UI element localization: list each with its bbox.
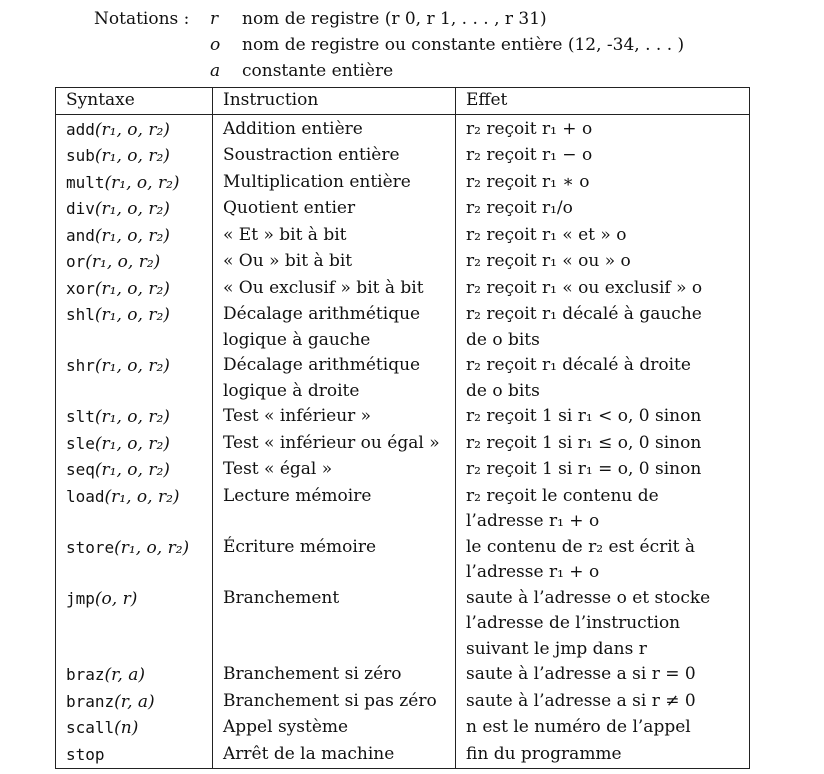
syntax-cell [56,302,213,353]
opcode: shr [66,356,95,375]
effect-cell: n est le numéro de l’appel [466,717,691,737]
syntax-cell [56,249,213,276]
table-row [56,457,750,484]
syntax-cell [56,484,213,535]
table-header-row [56,88,750,115]
effect-cell: r₂ reçoit r₁ décalé à gauche de o bits [466,304,702,350]
instruction-cell: Branchement si zéro [213,662,456,689]
instruction-cell: Branchement [213,586,456,663]
effect-cell: fin du programme [466,743,622,764]
notation-description: constante entière [242,61,394,81]
opcode: stop [66,744,105,764]
syntax-cell [56,223,213,250]
operands: (r₁, o, r₂) [94,433,170,454]
syntax-cell [56,535,213,586]
effect-cell: r₂ reçoit r₁ « ou » o [466,251,631,271]
instruction-cell: Branchement si pas zéro [213,689,456,716]
table-body [56,114,750,769]
opcode: xor [66,278,95,298]
operands: (r₁, o, r₂) [94,278,170,299]
operands: (n) [114,718,139,738]
operands: (r₁, o, r₂) [114,537,190,558]
table-row [56,689,750,716]
notation-symbol: r [210,9,219,29]
operands: (r, a) [114,691,155,712]
opcode: seq [66,460,95,479]
table-row [56,114,750,143]
opcode: add [66,119,95,139]
operands: (r₁, o, r₂) [94,407,170,427]
table-row [56,586,750,663]
opcode: jmp [66,588,95,608]
operands: (r₁, o, r₂) [94,199,170,219]
effect-cell: r₂ reçoit r₁ décalé à droite de o bits [466,355,691,401]
syntax-cell [56,143,213,170]
notation-description: nom de registre ou constante entière (12, -34, . . . ) [242,35,685,55]
instruction-cell: Soustraction entière [213,143,456,170]
operands: (r₁, o, r₂) [85,252,161,272]
table-row [56,353,750,404]
effect-cell: saute à l’adresse a si r ≠ 0 [466,690,696,711]
notation-row [94,58,684,84]
syntax-cell [56,431,213,458]
syntax-cell [56,715,213,742]
notation-description: nom de registre (r 0, r 1, . . . , r 31) [242,9,547,29]
instruction-cell: « Et » bit à bit [213,223,456,250]
effect-cell: r₂ reçoit 1 si r₁ < o, 0 sinon [466,406,702,426]
effect-cell: r₂ reçoit r₁ « ou exclusif » o [466,277,703,298]
instruction-cell: Multiplication entière [213,170,456,197]
header-syntax: Syntaxe [56,88,213,115]
syntax-cell [56,404,213,431]
effect-cell: saute à l’adresse o et stocke l’adresse de l’instruction suivant le jmp dans r [466,587,711,659]
operands: (r₁, o, r₂) [94,119,170,140]
table-row [56,715,750,742]
effect-cell: r₂ reçoit 1 si r₁ ≤ o, 0 sinon [466,432,702,453]
effect-cell: le contenu de r₂ est écrit à l’adresse r₁ + o [466,536,696,582]
effect-cell: r₂ reçoit r₁ − o [466,145,593,165]
opcode: branz [66,691,115,711]
operands: (r₁, o, r₂) [94,356,170,376]
table-row [56,302,750,353]
instruction-cell: « Ou » bit à bit [213,249,456,276]
effect-cell: r₂ reçoit 1 si r₁ = o, 0 sinon [466,459,702,479]
notation-row [94,6,684,32]
operands: (r, a) [104,665,145,685]
effect-cell: r₂ reçoit le contenu de l’adresse r₁ + o [466,485,659,531]
opcode: slt [66,407,95,426]
opcode: braz [66,665,105,684]
instruction-cell: « Ou exclusif » bit à bit [213,276,456,303]
syntax-cell [56,276,213,303]
instruction-table [55,87,750,769]
instruction-cell: Test « inférieur ou égal » [213,431,456,458]
instruction-cell: Décalage arithmétique logique à droite [213,353,456,404]
operands: (r₁, o, r₂) [94,305,170,325]
operands: (o, r) [94,588,138,609]
syntax-cell [56,353,213,404]
effect-cell: r₂ reçoit r₁/o [466,198,573,218]
effect-cell: r₂ reçoit r₁ « et » o [466,224,627,245]
instruction-cell: Test « égal » [213,457,456,484]
opcode: mult [66,172,105,192]
table-row [56,170,750,197]
opcode: shl [66,305,95,324]
instruction-cell: Écriture mémoire [213,535,456,586]
instruction-cell: Quotient entier [213,196,456,223]
table-row [56,404,750,431]
operands: (r₁, o, r₂) [94,225,170,246]
instruction-cell: Lecture mémoire [213,484,456,535]
effect-cell: r₂ reçoit r₁ ∗ o [466,171,590,192]
instruction-cell: Addition entière [213,114,456,143]
operands: (r₁, o, r₂) [94,146,170,166]
opcode: scall [66,718,115,737]
syntax-cell [56,457,213,484]
opcode: sle [66,433,95,453]
instruction-cell: Test « inférieur » [213,404,456,431]
table-row [56,196,750,223]
effect-cell: r₂ reçoit r₁ + o [466,118,593,139]
table-row [56,662,750,689]
table-row [56,742,750,769]
syntax-cell [56,689,213,716]
header-effect: Effet [456,88,750,115]
opcode: load [66,486,105,506]
operands: (r₁, o, r₂) [104,486,180,507]
opcode: sub [66,146,95,165]
opcode: store [66,537,115,557]
operands: (r₁, o, r₂) [94,460,170,480]
operands: (r₁, o, r₂) [104,172,180,193]
notation-symbol: o [210,35,221,55]
instruction-cell: Décalage arithmétique logique à gauche [213,302,456,353]
opcode: and [66,225,95,245]
instruction-cell: Appel système [213,715,456,742]
table-row [56,249,750,276]
syntax-cell [56,662,213,689]
syntax-cell [56,196,213,223]
notations-label: Notations : [94,9,190,29]
table-row [56,431,750,458]
opcode: div [66,199,95,218]
effect-cell: saute à l’adresse a si r = 0 [466,664,696,684]
instruction-cell: Arrêt de la machine [213,742,456,769]
syntax-cell [56,742,213,769]
opcode: or [66,252,86,271]
notation-row [94,32,684,58]
header-instruction: Instruction [213,88,456,115]
syntax-cell [56,170,213,197]
table-row [56,223,750,250]
syntax-cell [56,114,213,143]
notations-block [94,6,684,84]
notation-symbol: a [210,61,221,81]
table-row [56,484,750,535]
table-row [56,535,750,586]
table-row [56,143,750,170]
syntax-cell [56,586,213,663]
table-row [56,276,750,303]
